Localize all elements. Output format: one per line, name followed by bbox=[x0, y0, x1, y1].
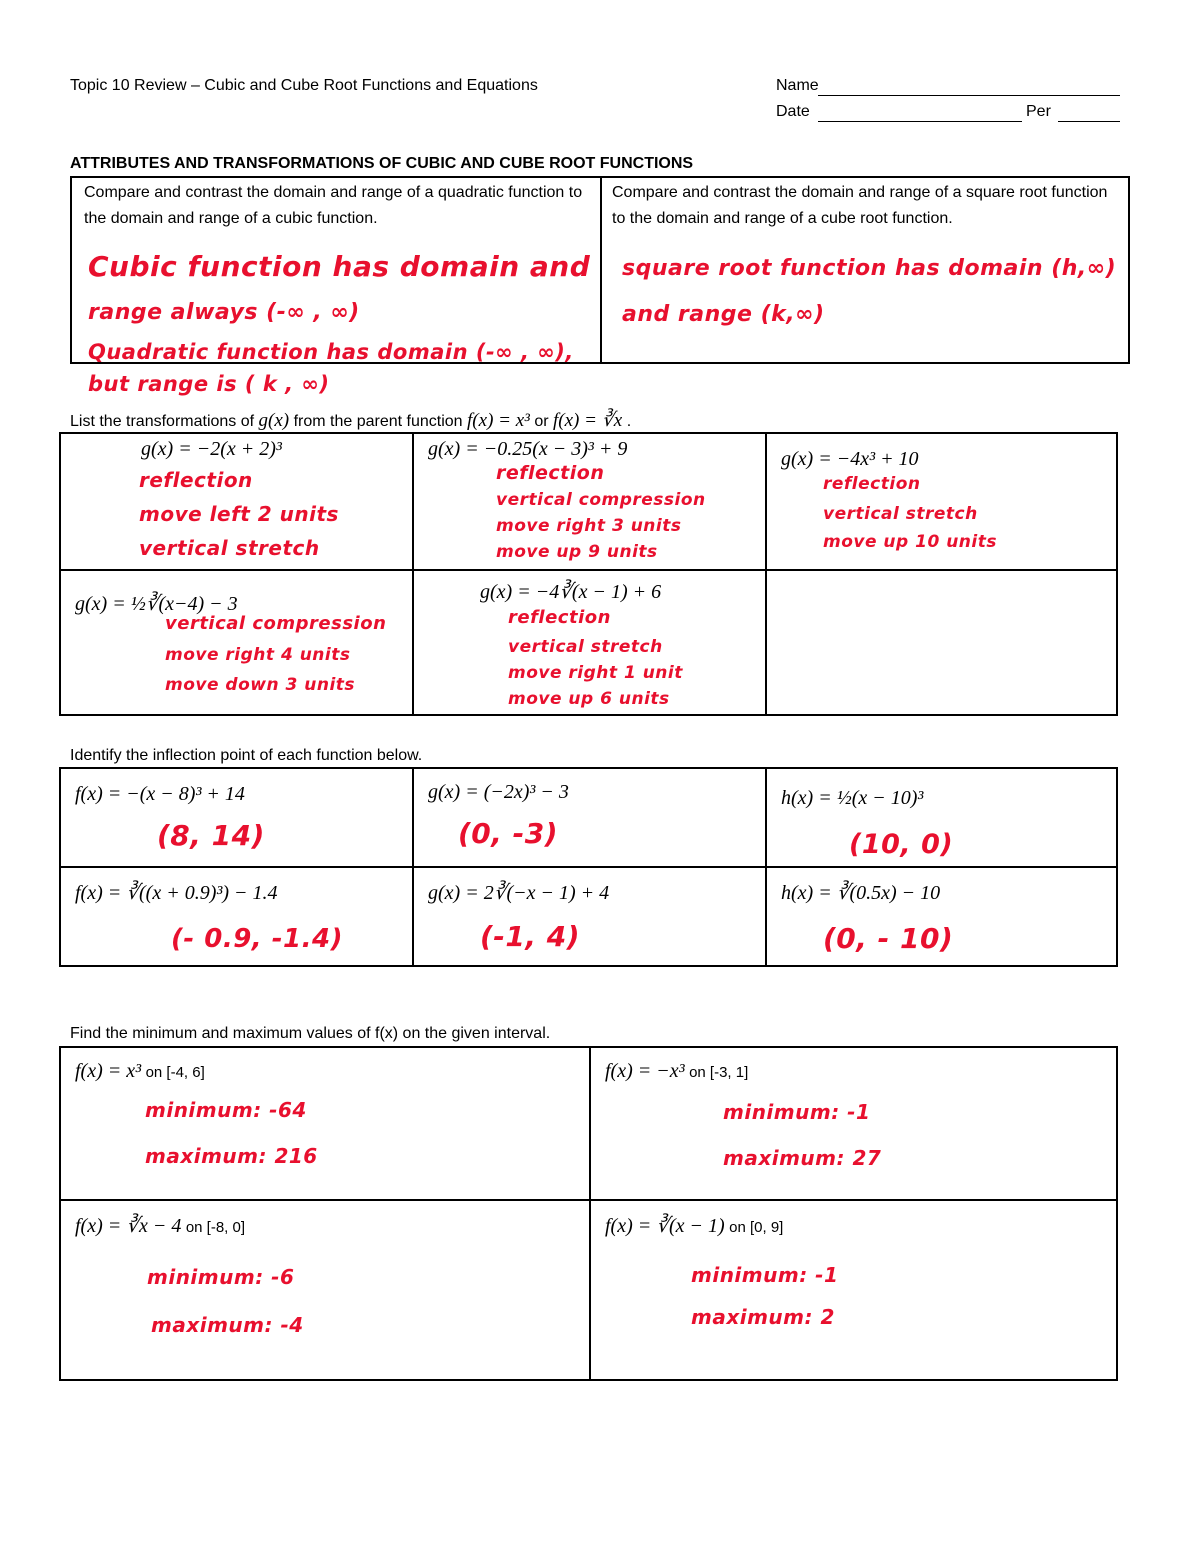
function-expression: f(x) = −(x − 8)³ + 14 bbox=[75, 783, 245, 805]
inflection-cell bbox=[766, 867, 1117, 966]
transform-answer: reflection bbox=[823, 474, 921, 494]
transform-answer: vertical compression bbox=[165, 613, 387, 634]
function-expression: f(x) = −x³ bbox=[605, 1060, 685, 1082]
transformations-intro bbox=[70, 408, 631, 435]
worksheet-title: Topic 10 Review – Cubic and Cube Root Functions and Equations bbox=[70, 77, 538, 94]
function-expression: h(x) = ∛(0.5x) − 10 bbox=[781, 882, 941, 904]
transform-answer: vertical compression bbox=[496, 490, 706, 510]
inflection-answer: (-1, 4) bbox=[480, 920, 581, 953]
function-expression: g(x) = ½∛(x−4) − 3 bbox=[75, 593, 238, 615]
transform-answer: move right 3 units bbox=[496, 516, 682, 536]
transform-cell bbox=[413, 570, 766, 715]
inflection-cell bbox=[766, 768, 1117, 867]
function-expression: h(x) = ½(x − 10)³ bbox=[781, 787, 924, 809]
transform-answer: vertical stretch bbox=[823, 504, 978, 524]
minimum-answer: minimum: -64 bbox=[145, 1098, 307, 1122]
transform-answer: move left 2 units bbox=[139, 502, 339, 526]
maximum-answer: maximum: 216 bbox=[145, 1144, 318, 1168]
transform-answer: move up 6 units bbox=[508, 689, 670, 709]
intro-end: . bbox=[626, 413, 632, 430]
function-expression: g(x) = 2∛(−x − 1) + 4 bbox=[428, 882, 610, 904]
per-line[interactable] bbox=[1058, 121, 1120, 122]
function-line bbox=[605, 1060, 748, 1083]
empty-cell bbox=[766, 570, 1117, 715]
date-label: Date bbox=[776, 103, 810, 120]
transform-answer: move right 1 unit bbox=[508, 663, 683, 683]
section-heading: ATTRIBUTES AND TRANSFORMATIONS OF CUBIC AND CUBE ROOT FUNCTIONS bbox=[70, 155, 694, 172]
transform-cell bbox=[60, 570, 413, 715]
inflection-cell bbox=[413, 768, 766, 867]
intro-text: List the transformations of bbox=[70, 413, 255, 430]
function-expression: f(x) = ∛((x + 0.9)³) − 1.4 bbox=[75, 882, 278, 904]
minmax-intro: Find the minimum and maximum values of f(x) on the given interval. bbox=[70, 1025, 551, 1042]
left-answer-line: Cubic function has domain and bbox=[88, 250, 591, 283]
minimum-answer: minimum: -1 bbox=[691, 1263, 839, 1287]
function-expression: g(x) = −0.25(x − 3)³ + 9 bbox=[428, 438, 628, 460]
transform-answer: move up 9 units bbox=[496, 542, 658, 562]
minmax-cell bbox=[590, 1047, 1117, 1200]
function-expression: g(x) = −4∛(x − 1) + 6 bbox=[480, 581, 662, 603]
interval: on [-4, 6] bbox=[145, 1064, 205, 1081]
function-expression: f(x) = ∛(x − 1) bbox=[605, 1215, 725, 1237]
transform-answer: move right 4 units bbox=[165, 645, 351, 665]
function-expression: f(x) = ∛x − 4 bbox=[75, 1215, 182, 1237]
transform-answer: vertical stretch bbox=[139, 536, 320, 560]
function-line bbox=[605, 1213, 783, 1238]
interval: on [-8, 0] bbox=[185, 1219, 246, 1236]
interval: on [-3, 1] bbox=[689, 1064, 749, 1081]
minmax-cell bbox=[60, 1200, 590, 1380]
right-answer-line: square root function has domain (h,∞) bbox=[622, 256, 1117, 281]
interval: on [0, 9] bbox=[729, 1219, 784, 1236]
intro-g: g(x) bbox=[258, 410, 290, 431]
maximum-answer: maximum: 27 bbox=[723, 1146, 882, 1170]
inflection-answer: (10, 0) bbox=[849, 829, 954, 860]
transform-cell bbox=[60, 433, 413, 570]
intro-parent-cuberoot: f(x) = ∛x bbox=[553, 410, 623, 431]
inflection-answer: (8, 14) bbox=[157, 819, 265, 852]
transform-answer: reflection bbox=[508, 607, 611, 628]
function-line bbox=[75, 1213, 245, 1238]
inflection-answer: (0, - 10) bbox=[823, 922, 954, 955]
per-label: Per bbox=[1026, 103, 1051, 120]
intro-or: or bbox=[534, 413, 549, 430]
left-answer-line: but range is ( k , ∞) bbox=[88, 372, 330, 396]
transform-cell bbox=[413, 433, 766, 570]
transform-answer: move up 10 units bbox=[823, 532, 997, 552]
minimum-answer: minimum: -6 bbox=[147, 1265, 295, 1289]
maximum-answer: maximum: -4 bbox=[151, 1313, 304, 1337]
transform-answer: reflection bbox=[139, 468, 253, 492]
date-line[interactable] bbox=[818, 121, 1022, 122]
inflection-intro: Identify the inflection point of each function below. bbox=[70, 747, 423, 764]
intro-parent-cubic: f(x) = x³ bbox=[467, 410, 530, 431]
left-answer-line: range always (-∞ , ∞) bbox=[88, 300, 360, 325]
transformations-table bbox=[59, 432, 1118, 716]
function-expression: g(x) = −2(x + 2)³ bbox=[141, 438, 282, 460]
transform-answer: reflection bbox=[496, 462, 605, 484]
minmax-cell bbox=[590, 1200, 1117, 1380]
sqrt-vs-cuberoot-cell bbox=[601, 177, 1129, 363]
left-answer-line: Quadratic function has domain (-∞ , ∞), bbox=[88, 340, 574, 364]
inflection-answer: (0, -3) bbox=[458, 817, 559, 850]
intro-text: from the parent function bbox=[293, 413, 463, 430]
function-expression: f(x) = x³ bbox=[75, 1060, 142, 1082]
inflection-table bbox=[59, 767, 1118, 967]
inflection-cell bbox=[60, 768, 413, 867]
function-line bbox=[75, 1060, 205, 1083]
transform-answer: move down 3 units bbox=[165, 675, 356, 695]
minimum-answer: minimum: -1 bbox=[723, 1100, 871, 1124]
left-prompt: Compare and contrast the domain and range of a quadratic function to the domain and range of a cubic function. bbox=[84, 184, 583, 227]
function-expression: g(x) = −4x³ + 10 bbox=[781, 448, 919, 470]
inflection-answer: (- 0.9, -1.4) bbox=[171, 924, 343, 954]
transform-answer: vertical stretch bbox=[508, 637, 663, 657]
inflection-cell bbox=[413, 867, 766, 966]
minmax-table bbox=[59, 1046, 1118, 1381]
name-line[interactable] bbox=[818, 95, 1120, 96]
name-label: Name bbox=[776, 77, 819, 94]
inflection-cell bbox=[60, 867, 413, 966]
minmax-cell bbox=[60, 1047, 590, 1200]
function-expression: g(x) = (−2x)³ − 3 bbox=[428, 781, 569, 803]
right-answer-line: and range (k,∞) bbox=[622, 302, 825, 327]
right-prompt: Compare and contrast the domain and range of a square root function to the domain and range of a cube root function. bbox=[612, 184, 1108, 227]
maximum-answer: maximum: 2 bbox=[691, 1305, 835, 1329]
transform-cell bbox=[766, 433, 1117, 570]
